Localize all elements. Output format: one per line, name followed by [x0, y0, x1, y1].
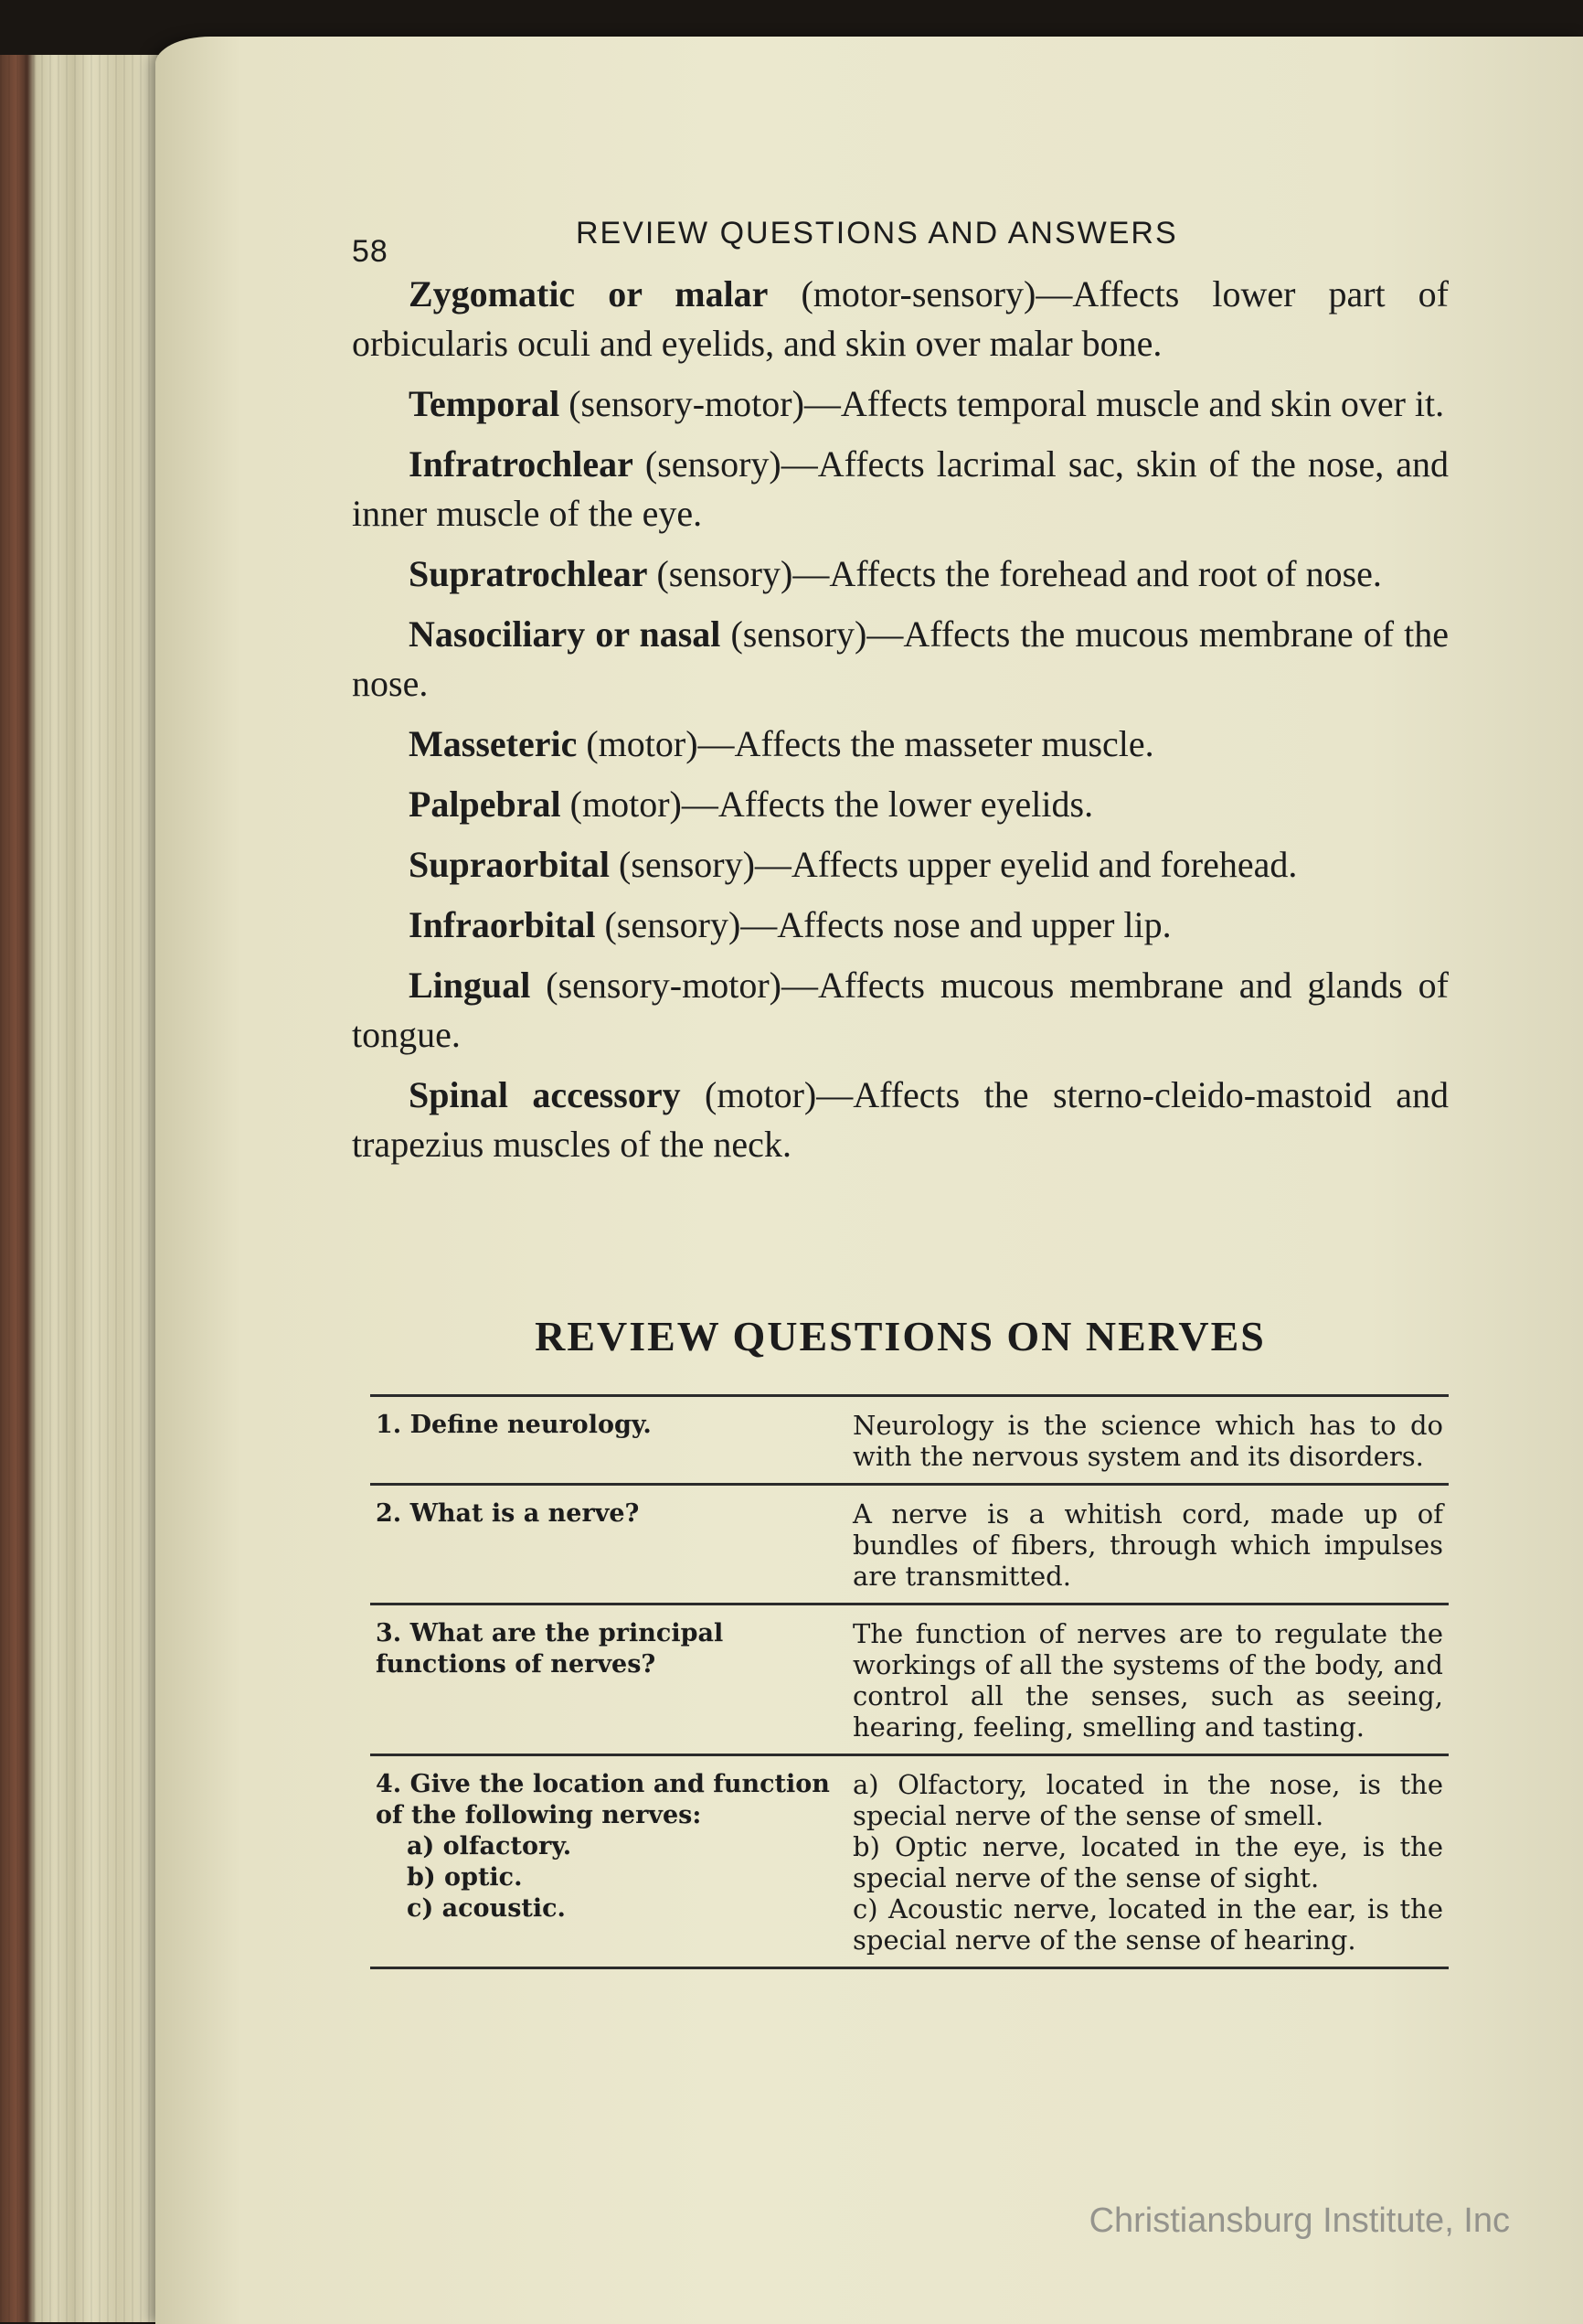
- nerve-entry: [352, 1071, 1449, 1169]
- question-cell: [370, 1604, 847, 1755]
- nerve-entry: [352, 780, 1449, 829]
- nerve-description: (motor-sensory)—Affects lower part of orbicularis oculi and eyelids, and skin over malar bone.: [352, 273, 1449, 364]
- nerve-entry: [352, 901, 1449, 950]
- nerve-description: (sensory)—Affects upper eyelid and forehead.: [610, 844, 1298, 885]
- nerve-term: Spinal accessory: [409, 1074, 681, 1115]
- question-subitem: a) olfactory.: [407, 1832, 572, 1860]
- nerve-description: (sensory)—Affects the forehead and root of nose.: [647, 553, 1382, 594]
- answer-text: a) Olfactory, located in the nose, is the special nerve of the sense of smell.: [853, 1769, 1443, 1831]
- table-row: [370, 1396, 1449, 1485]
- answer-text: b) Optic nerve, located in the eye, is the special nerve of the sense of sight.: [853, 1831, 1443, 1893]
- book-page-edges: [0, 55, 174, 2322]
- table-row: [370, 1485, 1449, 1604]
- nerve-term: Temporal: [409, 383, 560, 424]
- nerve-description: (sensory-motor)—Affects temporal muscle and skin over it.: [559, 383, 1445, 424]
- nerve-description: (sensory)—Affects the mucous membrane of the nose.: [352, 613, 1449, 704]
- question-subitem: c) acoustic.: [407, 1894, 566, 1923]
- nerve-entry: [352, 961, 1449, 1060]
- nerve-entry: [352, 270, 1449, 368]
- nerve-entry: [352, 720, 1449, 769]
- answer-text: A nerve is a whitish cord, made up of bundles of fibers, through which impulses are transmitted.: [853, 1498, 1443, 1592]
- watermark: Christiansburg Institute, Inc: [1089, 2201, 1510, 2240]
- nerve-term: Infraorbital: [409, 904, 596, 945]
- answer-cell: [847, 1755, 1449, 1968]
- nerve-entry: [352, 840, 1449, 890]
- page-content: [352, 165, 1449, 1956]
- answer-text: Neurology is the science which has to do with the nervous system and its disorders.: [853, 1410, 1443, 1472]
- question-cell: [370, 1755, 847, 1968]
- nerve-term: Supratrochlear: [409, 553, 648, 594]
- question-text: 4. Give the location and function of the following nerves:: [376, 1770, 830, 1829]
- question-subitem: b) optic.: [407, 1863, 523, 1892]
- review-questions-table: [370, 1394, 1449, 1969]
- nerve-term: Palpebral: [409, 784, 561, 825]
- question-text: 2. What is a nerve?: [376, 1499, 640, 1528]
- nerve-description: (motor)—Affects the sterno-cleido-mastoid and trapezius muscles of the neck.: [352, 1074, 1449, 1165]
- answer-cell: [847, 1396, 1449, 1485]
- answer-text: The function of nerves are to regulate the workings of all the systems of the body, and control all the senses, such as seeing, hearing, feeling, smelling and tasting.: [853, 1618, 1443, 1743]
- question-cell: [370, 1396, 847, 1485]
- nerve-entry: [352, 549, 1449, 599]
- nerve-term: Supraorbital: [409, 844, 611, 885]
- nerve-term: Zygomatic or malar: [409, 273, 769, 314]
- running-title: REVIEW QUESTIONS AND ANSWERS: [576, 216, 1178, 251]
- table-row: [370, 1755, 1449, 1968]
- nerve-entries: [352, 270, 1449, 1180]
- nerve-entry: [352, 440, 1449, 538]
- nerve-term: Masseteric: [409, 723, 578, 764]
- nerve-description: (motor)—Affects the lower eyelids.: [560, 784, 1094, 825]
- nerve-term: Nasociliary or nasal: [409, 613, 721, 655]
- nerve-description: (motor)—Affects the masseter muscle.: [577, 723, 1154, 764]
- running-head: [352, 165, 1449, 269]
- nerve-description: (sensory)—Affects lacrimal sac, skin of the nose, and inner muscle of the eye.: [352, 443, 1449, 534]
- answer-cell: [847, 1604, 1449, 1755]
- nerve-entry: [352, 610, 1449, 709]
- nerve-description: (sensory)—Affects nose and upper lip.: [595, 904, 1172, 945]
- book-page: [155, 37, 1583, 2324]
- table-row: [370, 1604, 1449, 1755]
- question-text: 3. What are the principal functions of nerves?: [376, 1619, 724, 1679]
- question-cell: [370, 1485, 847, 1604]
- question-text: 1. Define neurology.: [376, 1411, 652, 1439]
- nerve-description: (sensory-motor)—Affects mucous membrane and glands of tongue.: [352, 965, 1449, 1055]
- page-number: 58: [352, 234, 388, 269]
- section-heading: REVIEW QUESTIONS ON NERVES: [535, 1313, 1266, 1359]
- nerve-entry: [352, 379, 1449, 429]
- nerve-term: Infratrochlear: [409, 443, 633, 485]
- answer-cell: [847, 1485, 1449, 1604]
- answer-text: c) Acoustic nerve, located in the ear, is the special nerve of the sense of hearing.: [853, 1893, 1443, 1956]
- nerve-term: Lingual: [409, 965, 531, 1006]
- page-edge-lines: [0, 55, 174, 2322]
